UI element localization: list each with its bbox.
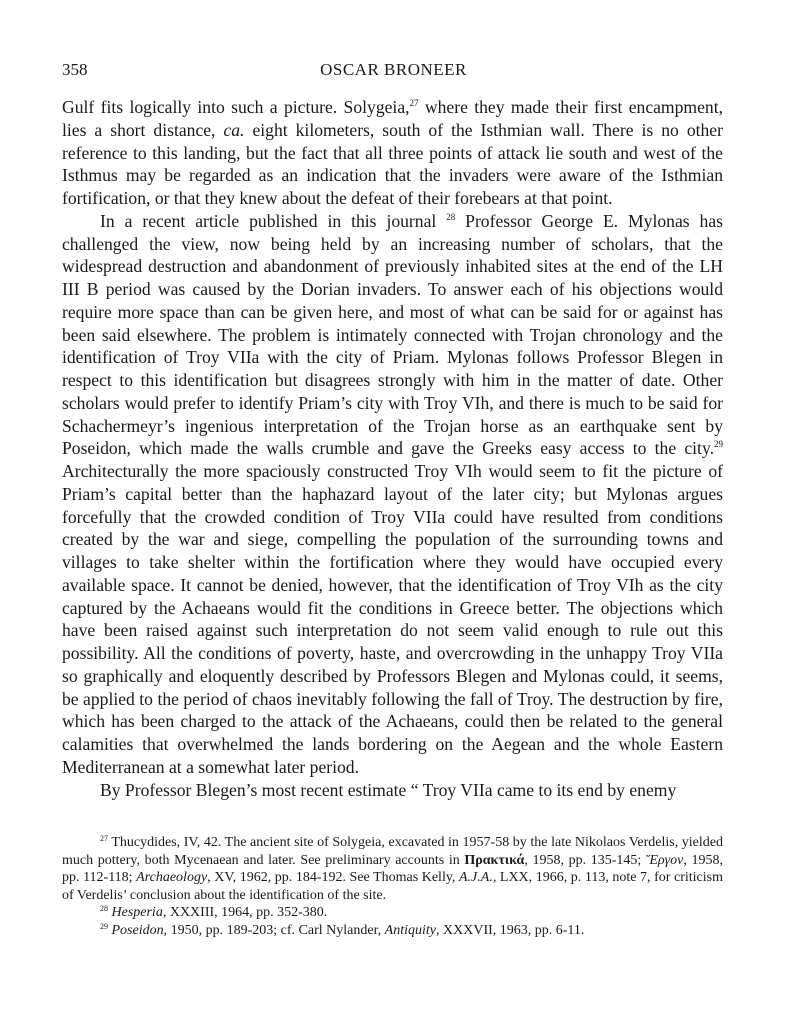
footnote-number: 29 xyxy=(100,921,108,931)
running-head: OSCAR BRONEER xyxy=(320,60,467,79)
footnote-ref-29[interactable]: 29 xyxy=(714,439,723,450)
footnote-number: 28 xyxy=(100,904,108,914)
footnote-28: $^{28}$ Hesperia, XXXIII, 1964, pp. 352-380. xyxy=(100,904,328,921)
footnote-number: 27 xyxy=(100,834,108,843)
paragraph-2: In a recent article published in this journal $^{28}$ Professor George E. Mylonas has challenged the view, now being held by an increasing number of scholars, that the widespread destruction and abandonment of previously inhabited sites at the end of the LH III B period was caused by the Dorian invaders. To answer each of his objections would require more space than can be given here, and most of what can be said for or against has been said elsewhere. The problem is intimately connected with Trojan chronology and the identification of Troy VIIa with the city of Priam. Mylonas follows Professor Blegen in respect to this identification but disagrees strongly with him in the matter of date. Other scholars would prefer to identify Priam’s city with Troy VIh, and there is much to be said for Schachermeyr’s ingenious interpretation of the Trojan horse as an earthquake sent by Poseidon, which made the walls crumble and gave the Greeks easy access to the city.$^{29}$ Architecturally the more spaciously constructed Troy VIh would seem to fit the picture of Priam’s capital better than the haphazard layout of the later city; but Mylonas argues forcefully that the crowded condition of Troy VIIa could have resulted from conditions created by the war and siege, compelling the population of the surrounding towns and villages to take shelter within the fortification where they would have occupied every available space. It cannot be denied, however, that the identification of Troy VIh as the city captured by the Achaeans would fit the conditions in Greece better. The objections which have been raised against such interpretation do not seem valid enough to rule out this possibility. All the conditions of poverty, haste, and overcrowding in the unhappy Troy VIIa so graphically and eloquently described by Professors Blegen and Mylonas could, it seems, be applied to the period of chaos inevitably following the fall of Troy. The destruction by fire, which has been charged to the attack of the Achaeans, could then be related to the general calamities that overwhelmed the lands bordering on the Aegean and the whole Eastern Mediterranean at a somewhat later period. xyxy=(62,210,723,777)
greek-title-praktika: Πρακτικά xyxy=(464,852,525,868)
footnote-27: $^{27}$ Thucydides, IV, 42. The ancient site of Solygeia, excavated in 1957-58 by the late Nikolaos Verdelis, yielded much pottery, both Mycenaean and later. See preliminary accounts in Πρακτικά, 1958, pp. 135-145; Ἔργον, 1958, pp. 112-118; Archaeology, XV, 1962, pp. 184-192. See Thomas Kelly, A.J.A., LXX, 1966, p. 113, note 7, for criticism of Verdelis’ conclusion about the identification of the site. xyxy=(62,834,723,903)
footnote-ref-27[interactable]: 27 xyxy=(409,98,419,108)
footnotes xyxy=(62,834,723,940)
page-header xyxy=(62,60,725,86)
page-number: 358 xyxy=(62,60,88,79)
journal-title-aja: A.J.A. xyxy=(459,870,493,886)
paragraph-1: Gulf fits logically into such a picture. Solygeia,$^{27}$ where they made their first encampment, lies a short distance, ca. eight kilometers, south of the Isthmian wall. There is no other reference to this landing, but the fact that all three points of attack lie south and west of the Isthmus may be regarded as an indication that the invaders were aware of the Isthmian fortification, or that they knew about the defeat of their forebears at that point. xyxy=(62,97,723,208)
journal-title-archaeology: Archaeology xyxy=(136,870,208,886)
journal-title-hesperia: Hesperia xyxy=(111,905,163,921)
journal-title-antiquity: Antiquity xyxy=(384,922,436,938)
paragraph-3: By Professor Blegen’s most recent estimate “ Troy VIIa came to its end by enemy xyxy=(100,779,677,800)
book-title-poseidon: Poseidon xyxy=(111,922,164,938)
footnote-29: $^{29}$ Poseidon, 1950, pp. 189-203; cf. Carl Nylander, Antiquity, XXXVII, 1963, pp. 6-11. xyxy=(100,921,585,938)
footnote-ref-28[interactable]: 28 xyxy=(446,211,456,222)
greek-title-ergon: Ἔργον xyxy=(645,852,684,868)
body-text xyxy=(62,96,723,801)
emphasis-ca: ca. xyxy=(223,119,245,140)
